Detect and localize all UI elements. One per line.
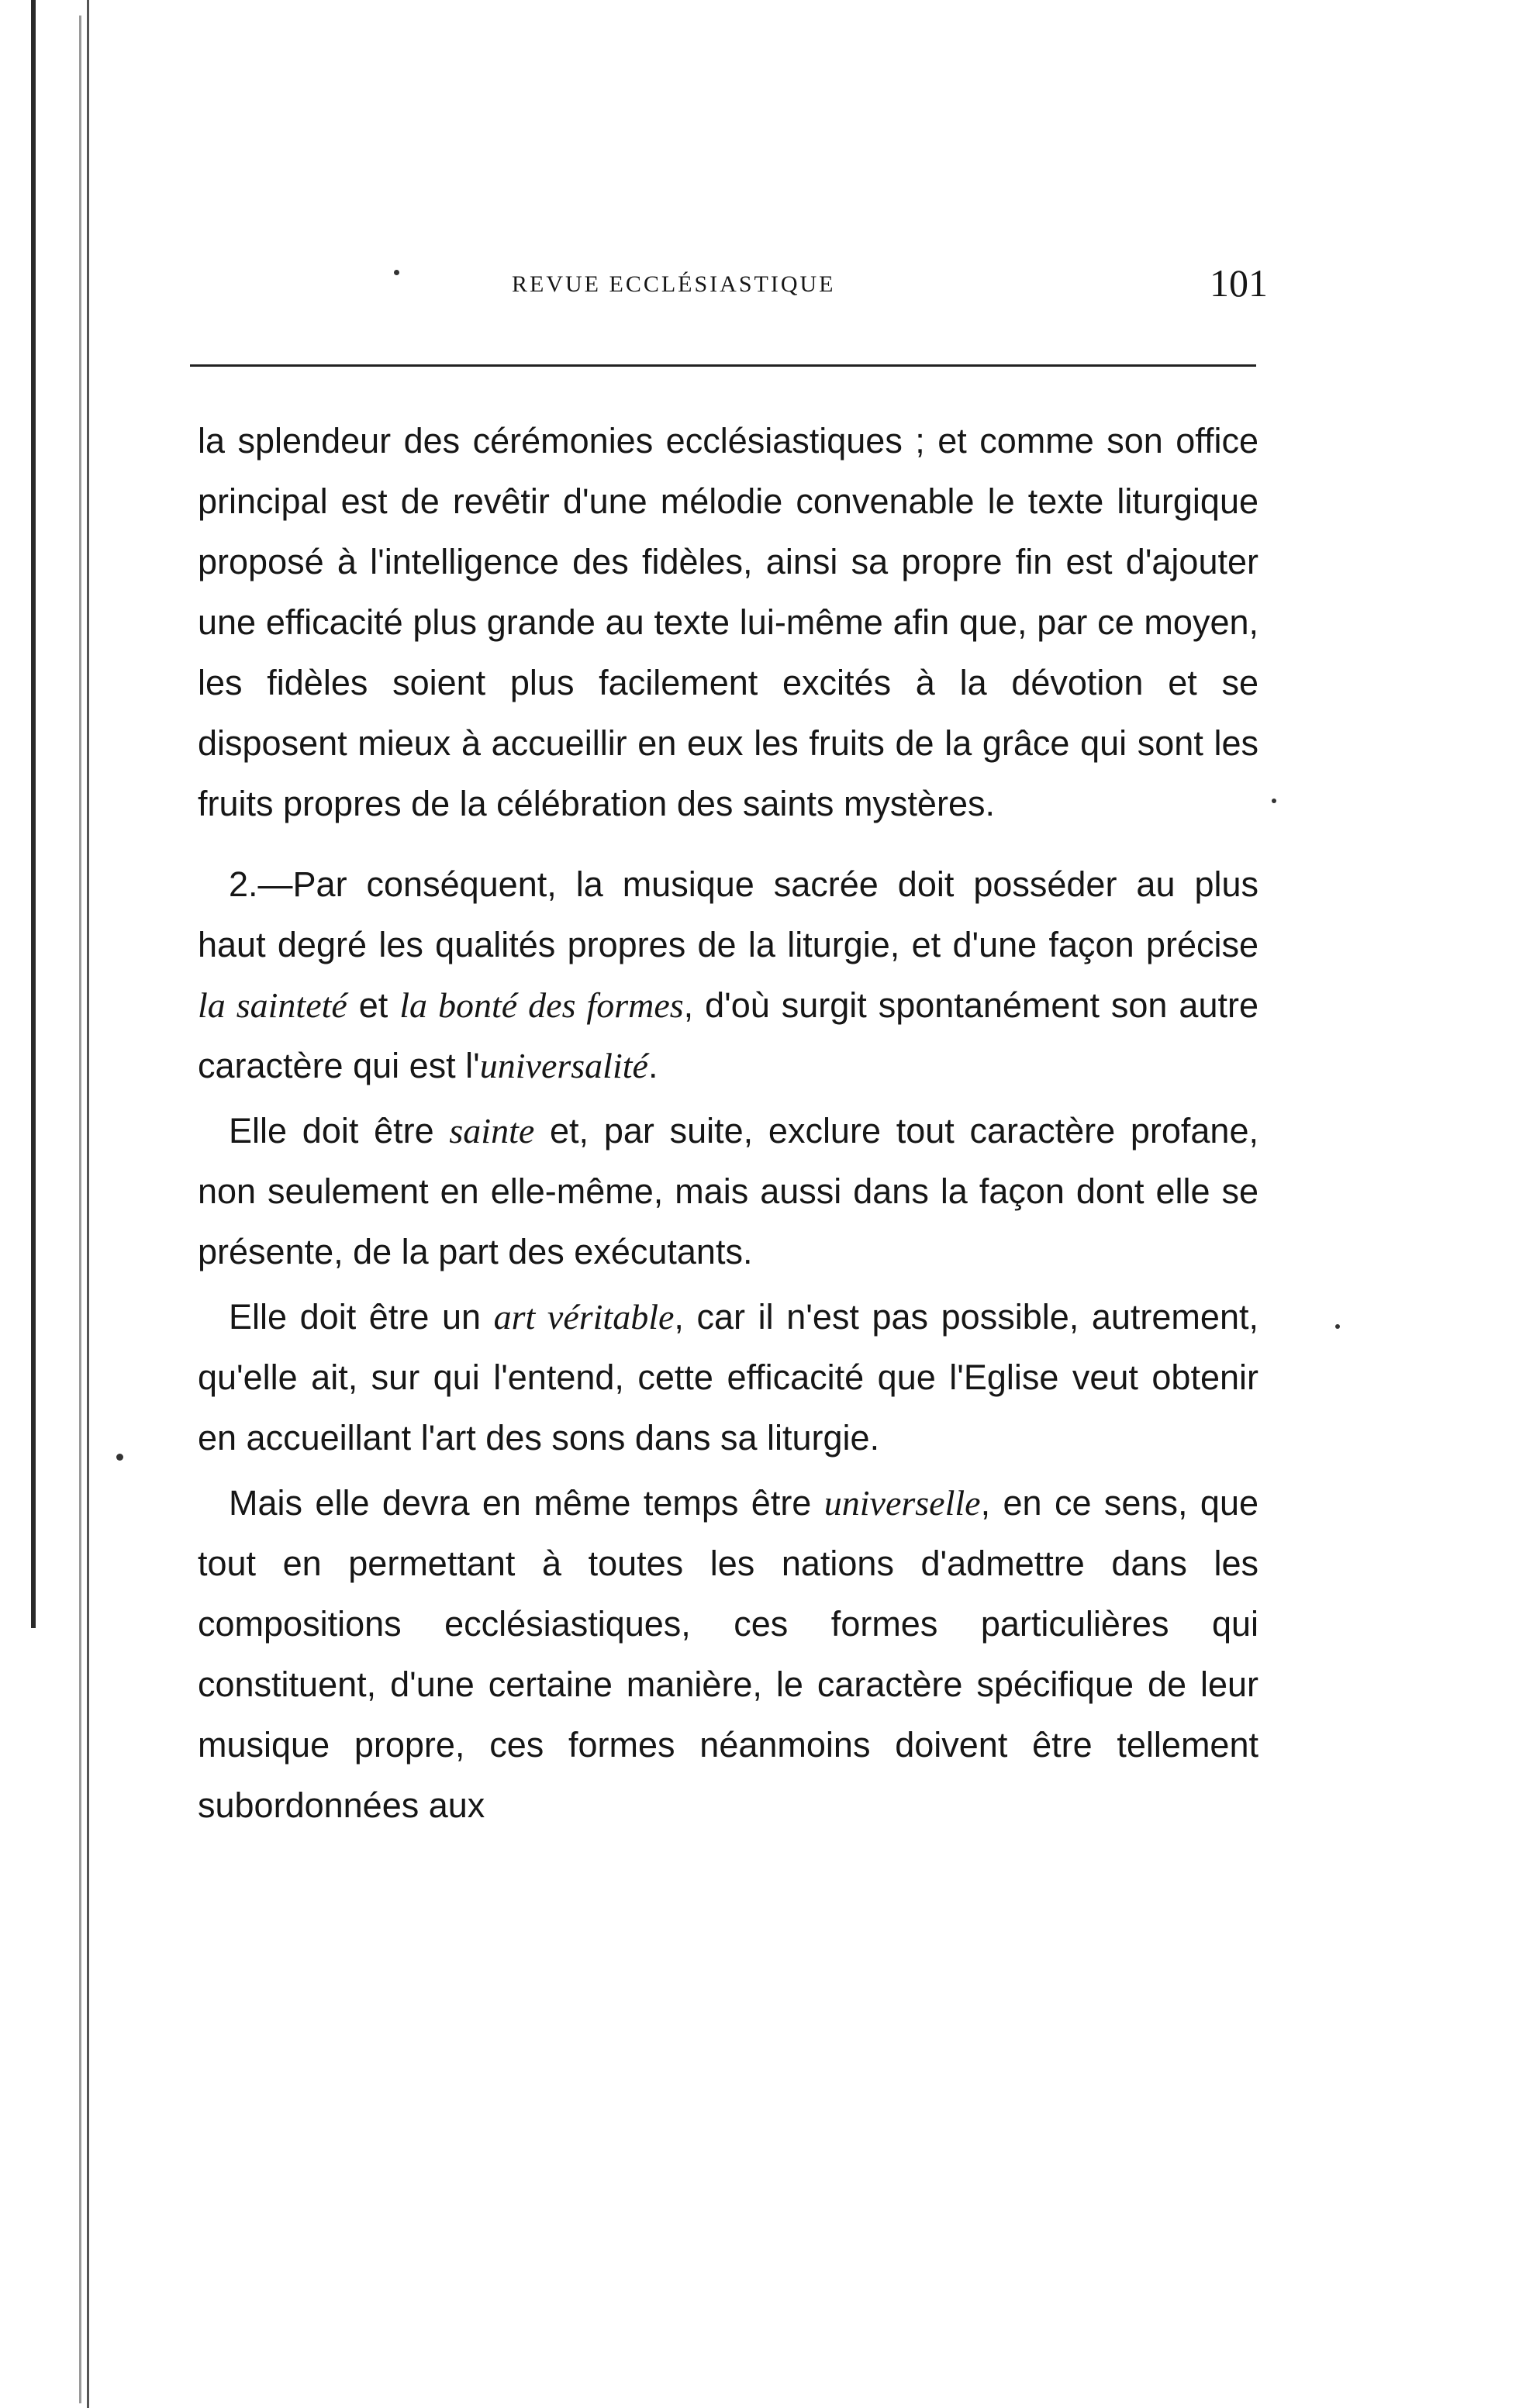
italic-term: universelle xyxy=(823,1483,981,1523)
paragraph-5-text: , en ce sens, que tout en permettant à toutes les nations d'admettre dans les compositions ecclésiastiques, ces formes particulières qui constituent, d'une certaine manière, le caractère spécifique de leur musique propre, ces formes néanmoins doivent être tellement subordonnées aux xyxy=(198,1483,1258,1825)
ink-speck xyxy=(1272,799,1276,803)
paragraph-2-text: et xyxy=(347,985,400,1025)
italic-term: sainte xyxy=(449,1111,535,1151)
binding-edge-line xyxy=(87,0,89,2408)
paragraph-1: la splendeur des cérémonies ecclésiastiques ; et comme son office principal est de revêtir d'une mélodie convenable le texte liturgique proposé à l'intelligence des fidèles, ainsi sa propre fin est d'ajouter une efficacité plus grande au texte lui-même afin que, par ce moyen, les fidèles soient plus facilement excités à la dévotion et se disposent mieux à accueillir en eux les fruits de la grâce qui sont les fruits propres de la célébration des saints mystères. xyxy=(198,421,1258,823)
paragraph-3-text: Elle doit être xyxy=(229,1111,450,1151)
paragraph-4-text: , car il n'est pas possible, autrement, qu'elle ait, sur qui l'entend, cette efficacité que l'Eglise veut obtenir en accueillant l'art des sons dans sa liturgie. xyxy=(198,1297,1258,1458)
paragraph-2 xyxy=(198,854,1258,1096)
ink-speck xyxy=(1335,1324,1340,1329)
binding-edge xyxy=(31,0,36,1628)
ink-speck xyxy=(394,270,399,275)
italic-term: la sainteté xyxy=(198,985,347,1025)
running-head: REVUE ECCLÉSIASTIQUE xyxy=(512,271,836,297)
paragraph-4 xyxy=(198,1287,1258,1468)
paragraph-5 xyxy=(198,1473,1258,1836)
paragraph-3-text: et, par suite, exclure tout caractère profane, non seulement en elle-même, mais aussi dans la façon dont elle se présente, de la part des exécutants. xyxy=(198,1111,1258,1271)
paragraph-4-text: Elle doit être un xyxy=(229,1297,494,1337)
paragraph-2-text: , d'où surgit spontanément son autre caractère qui est l' xyxy=(198,985,1258,1085)
binding-edge-shadow xyxy=(79,16,81,2403)
paragraph-2-text: 2.—Par conséquent, la musique sacrée doit posséder au plus haut degré les qualités propres de la liturgie, et d'une façon précise xyxy=(198,864,1258,964)
paragraph-3 xyxy=(198,1101,1258,1282)
ink-speck xyxy=(116,1454,123,1461)
body-text xyxy=(198,411,1258,1836)
page-number: 101 xyxy=(1210,261,1268,305)
italic-term: art véritable xyxy=(493,1297,675,1337)
italic-term: la bonté des formes xyxy=(399,985,684,1025)
paragraph-2-text: . xyxy=(647,1046,658,1085)
header-rule xyxy=(190,364,1256,367)
paragraph-5-text: Mais elle devra en même temps être xyxy=(229,1483,824,1523)
italic-term: universalité xyxy=(479,1046,648,1085)
